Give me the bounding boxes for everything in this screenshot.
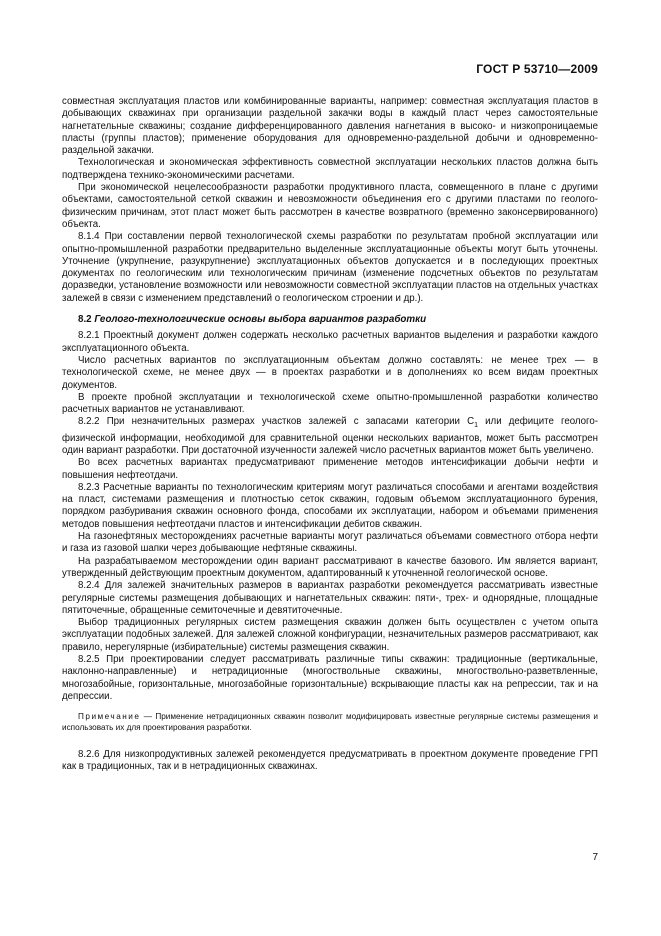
section-number: 8.2 [78,314,92,326]
paragraph-8-2-3: 8.2.3 Расчетные варианты по технологическим критериям могут различаться способами и агентами воздействия на пласт, системами размещения и плотностью сеток скважин, годовым объемом эксплуатационного бурения, порядком разбуривания скважин основного фонда, способами их эксплуатации, набором и объемами применения методов повышения нефтеотдачи пластов и интенсификации дебитов скважин. [62,481,598,530]
paragraph-8-2-6: 8.2.6 Для низкопродуктивных залежей рекомендуется предусматривать в проектном документе проведение ГРП как в традиционных, так и в нетрадиционных скважинах. [62,749,598,773]
paragraph: совместная эксплуатация пластов или комбинированные варианты, например: совместная эксплуатация пластов в добывающих скважинах при организации раздельной закачки воды в каждый пласт через самостоятельные нагнетательные скважины; создание дифференцированного давления нагнетания в высоко- и низкопроницаемые пласты (группы пластов); применение оборудования для одновременно-раздельной добычи и одновременно-раздельной закачки. [62,96,598,157]
paragraph: На газонефтяных месторождениях расчетные варианты могут различаться объемами совместного отбора нефти и газа из газовой шапки через добывающие нефтяные скважины. [62,531,598,555]
paragraph: Число расчетных вариантов по эксплуатационным объектам должно составлять: не менее трех — в технологической схеме, не менее двух — в проектах разработки и в дополнениях ко всем видам проектных документов. [62,354,598,391]
paragraph: Технологическая и экономическая эффективность совместной эксплуатации нескольких пластов должна быть подтверждена технико-экономическими расчетами. [62,157,598,181]
section-title: Геолого-технологические основы выбора вариантов разработки [94,314,427,326]
paragraph-8-2-2: 8.2.2 При незначительных размерах участков залежей с запасами категории $С_1$ или дефиците геолого-физической информации, необходимой для сравнительной оценки нескольких вариантов, может быть рассмотрен один вариант разработки. При достаточной изученности залежей число расчетных вариантов может быть увеличено. [62,416,598,456]
paragraph-8-1-4: 8.1.4 При составлении первой технологической схемы разработки по результатам пробной эксплуатации или опытно-промышленной разработки предварительно выделенные эксплуатационные объекты могут быть уточнены. Уточнение (укрупнение, разукрупнение) эксплуатационных объектов допускается и в последующих проектных документах по геологическим или технологическим причинам (изменение подсчетных объектов по результатам доразведки, установление возможности или невозможности совместной эксплуатации пластов на отдельных участках залежей в связи с изменением представлений о геологическом строении и др.). [62,231,598,304]
note-label: Примечание [78,712,141,722]
paragraph: Во всех расчетных вариантах предусматривают применение методов интенсификации добычи нефти и повышения нефтеотдачи. [62,457,598,481]
paragraph-8-2-4: 8.2.4 Для залежей значительных размеров в вариантах разработки рекомендуется рассматривать известные регулярные системы размещения добывающих и нагнетательных скважин: пяти-, трех- и однорядные, площадные пятиточечные, обращенные семиточечные и девятиточечные. [62,580,598,616]
document-header: ГОСТ Р 53710—2009 [476,62,598,76]
paragraph-8-2-1: 8.2.1 Проектный документ должен содержать несколько расчетных вариантов выделения и разработки каждого эксплуатационного объекта. [62,330,598,354]
paragraph: При экономической нецелесообразности разработки продуктивного пласта, совмещенного в плане с другими объектами, самостоятельной сеткой скважин и невозможности объединения его с другими пластами по геолого-физическим причинам, этот пласт может быть рассмотрен в качестве возвратного (временно законсервированного) объекта. [62,182,598,230]
paragraph: Выбор традиционных регулярных систем размещения скважин должен быть осуществлен с учетом опыта эксплуатации подобных залежей. Для залежей сложной конфигурации, незначительных размеров рассматривают, как правило, нерегулярные (избирательные) системы размещения скважин. [62,617,598,653]
section-heading [78,314,598,326]
page-body [62,96,598,774]
page-number: 7 [592,852,598,863]
paragraph-8-2-5: 8.2.5 При проектировании следует рассматривать различные типы скважин: традиционные (вертикальные, наклонно-направленные) и нетрадиционные (многоствольные скважины, многоствольно-разветвленные, многозабойные, горизонтальные, многозабойные горизонтальные) вскрывающие пласты как на репрессии, так и на депрессии. [62,654,598,702]
note [62,711,598,733]
note-text: — Применение нетрадиционных скважин позволит модифицировать известные регулярные системы размещения и использовать их для проектирования разработки. [62,712,598,733]
paragraph: На разрабатываемом месторождении один вариант рассматривают в качестве базового. Им является вариант, утвержденный действующим проектным документом, адаптированный к уточненной геологической основе. [62,555,598,579]
paragraph: В проекте пробной эксплуатации и технологической схеме опытно-промышленной разработки количество расчетных вариантов не устанавливают. [62,391,598,416]
